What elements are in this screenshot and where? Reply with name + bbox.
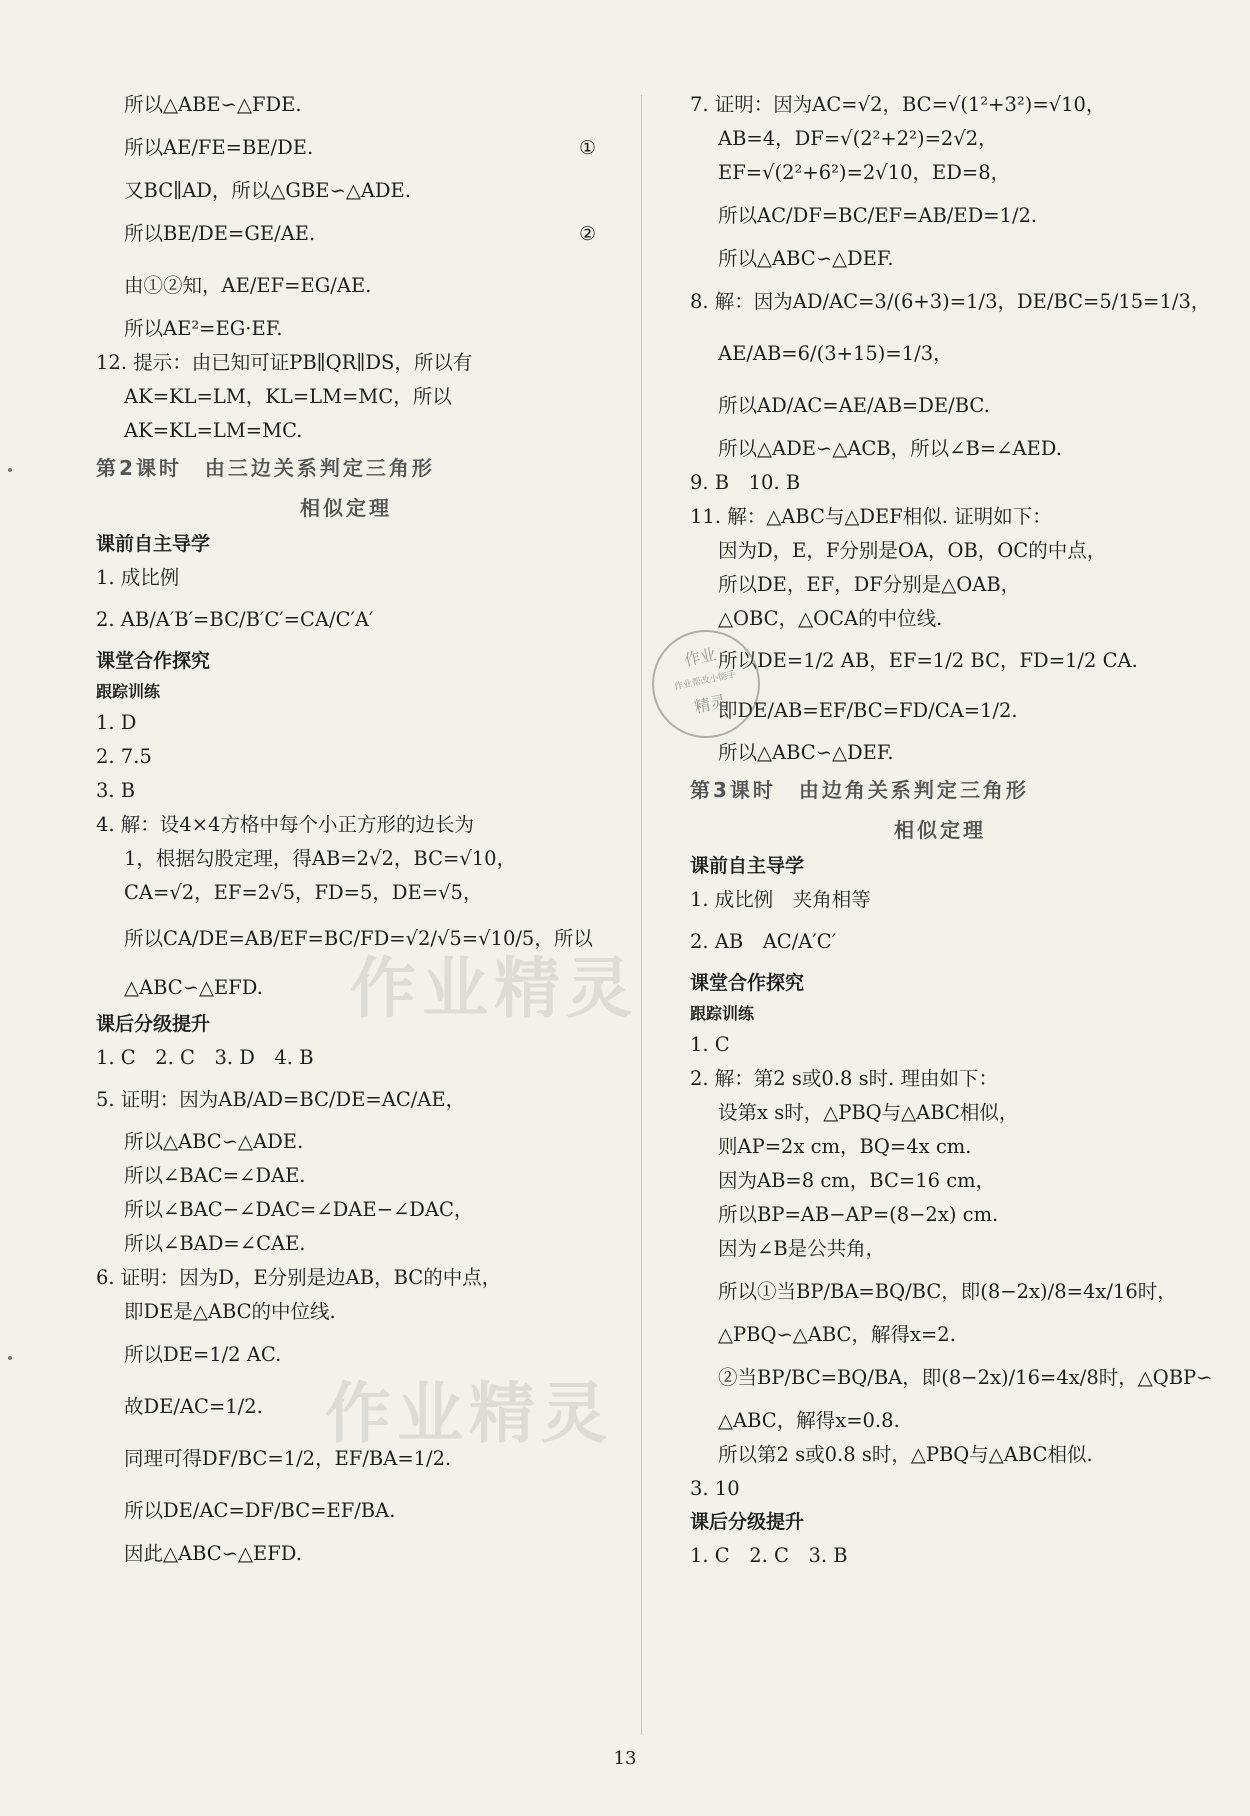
text-line: 所以第2 s或0.8 s时，△PBQ与△ABC相似. — [718, 1443, 1093, 1466]
answer-line: 2. 7.5 — [96, 745, 152, 768]
text-line: 所以DE，EF，DF分别是△OAB， — [718, 573, 1021, 596]
text-line: 所以AC/DF=BC/EF=AB/ED=1/2. — [718, 204, 1038, 227]
text-line: AK=KL=LM=MC. — [124, 419, 303, 442]
stamp-seal: 作业 作业帮改小能手 精灵 — [642, 620, 770, 748]
text-line: AK=KL=LM，KL=LM=MC，所以 — [124, 385, 452, 408]
text-line: △OBC，△OCA的中位线. — [718, 607, 943, 630]
text-line: 所以△ABC∽△DEF. — [718, 247, 894, 270]
text-line: 1，根据勾股定理，得AB=2√2，BC=√10， — [124, 847, 517, 870]
text-line: 同理可得DF/BC=1/2，EF/BA=1/2. — [124, 1447, 452, 1470]
subsection-heading: 跟踪训练 — [96, 682, 161, 701]
text-line: △ABC∽△EFD. — [124, 976, 263, 999]
text-line: 因为D，E，F分别是OA，OB，OC的中点， — [718, 539, 1107, 562]
text-line: 因为∠B是公共角， — [718, 1237, 886, 1260]
answer-line: 2. AB/A′B′=BC/B′C′=CA/C′A′ — [96, 608, 374, 631]
section-heading: 课前自主导学 — [96, 533, 211, 555]
text-line: 所以①当BP/BA=BQ/BC，即(8−2x)/8=4x/16时， — [718, 1280, 1177, 1303]
text-line: 所以∠BAC=∠DAE. — [124, 1164, 306, 1187]
watermark: 作业精灵 — [350, 950, 638, 1027]
question-7: 7. 证明：因为AC=√2，BC=√(1²+3²)=√10， — [690, 93, 1106, 116]
text-line: 即DE是△ABC的中位线. — [124, 1300, 336, 1323]
text-line: ① 所以AE/FE=BE/DE. — [96, 122, 596, 174]
question-12: 12. 提示：由已知可证PB∥QR∥DS，所以有 — [96, 351, 473, 374]
answer-line: 3. B — [96, 779, 136, 802]
question-8: 8. 解：因为AD/AC=3/(6+3)=1/3，DE/BC=5/15=1/3， — [690, 290, 1211, 313]
text-line: ②当BP/BC=BQ/BA，即(8−2x)/16=4x/8时，△QBP∽ — [718, 1366, 1213, 1389]
section-heading: 课后分级提升 — [96, 1013, 211, 1035]
text-line: ② 所以BE/DE=GE/AE. — [96, 208, 596, 260]
subsection-heading: 跟踪训练 — [690, 1004, 755, 1023]
left-column — [96, 88, 596, 1571]
text-line: EF=√(2²+6²)=2√10，ED=8， — [718, 161, 1011, 184]
scan-speck — [8, 468, 12, 472]
text-line: 所以AD/AC=AE/AB=DE/BC. — [718, 394, 990, 417]
lesson-3-subtitle: 相似定理 — [894, 818, 986, 842]
text-line: 设第x s时，△PBQ与△ABC相似， — [718, 1101, 1019, 1124]
circle-two-marker: ② — [578, 223, 596, 245]
answer-line: 2. AB AC/A′C′ — [690, 930, 837, 953]
text-line: 所以CA/DE=AB/EF=BC/FD=√2/√5=√10/5，所以 — [124, 927, 593, 950]
text-line: 所以AE²=EG·EF. — [124, 317, 283, 340]
text-line: 所以△ABC∽△DEF. — [718, 741, 894, 764]
text-line: 所以∠BAC−∠DAC=∠DAE−∠DAC， — [124, 1198, 474, 1221]
answer-line: 1. C 2. C 3. B — [690, 1544, 848, 1567]
section-heading: 课堂合作探究 — [96, 650, 211, 672]
circle-one-marker: ① — [578, 137, 596, 159]
text-line: CA=√2，EF=2√5，FD=5，DE=√5， — [124, 881, 483, 904]
answer-line: 1. 成比例 夹角相等 — [690, 888, 871, 911]
text-line: AE/AB=6/(3+15)=1/3， — [718, 342, 953, 365]
answer-line: 1. C 2. C 3. D 4. B — [96, 1046, 314, 1069]
scan-speck — [8, 1356, 12, 1360]
answer-line: 1. 成比例 — [96, 566, 180, 589]
text-line: AB=4，DF=√(2²+2²)=2√2， — [718, 127, 998, 150]
section-heading: 课前自主导学 — [690, 855, 805, 877]
answer-line: 1. D — [96, 711, 137, 734]
text-line: 所以∠BAD=∠CAE. — [124, 1232, 306, 1255]
section-heading: 课后分级提升 — [690, 1511, 805, 1533]
text-line: 所以△ABC∽△ADE. — [124, 1130, 304, 1153]
text-line: △PBQ∽△ABC，解得x=2. — [718, 1323, 956, 1346]
column-divider — [641, 95, 642, 1735]
lesson-2-title: 第2课时 由三边关系判定三角形 — [96, 456, 435, 480]
question-5: 5. 证明：因为AB/AD=BC/DE=AC/AE， — [96, 1088, 466, 1111]
text-line: 所以DE=1/2 AB，EF=1/2 BC，FD=1/2 CA. — [718, 649, 1138, 672]
text-line: 因此△ABC∽△EFD. — [124, 1542, 302, 1565]
text-line: 所以BP=AB−AP=(8−2x) cm. — [718, 1203, 999, 1226]
text-line: 故DE/AC=1/2. — [124, 1395, 263, 1418]
answer-line: 9. B 10. B — [690, 471, 801, 494]
question-2: 2. 解：第2 s或0.8 s时. 理由如下： — [690, 1067, 999, 1090]
page-number: 13 — [613, 1748, 637, 1769]
answer-line: 3. 10 — [690, 1477, 740, 1500]
lesson-2-subtitle: 相似定理 — [300, 496, 392, 520]
text-line: 所以△ABE∽△FDE. — [124, 93, 302, 116]
question-6: 6. 证明：因为D，E分别是边AB，BC的中点， — [96, 1266, 502, 1289]
text-line: 则AP=2x cm，BQ=4x cm. — [718, 1135, 972, 1158]
watermark: 作业精灵 — [325, 1375, 613, 1452]
answer-line: 1. C — [690, 1033, 730, 1056]
text-line: 又BC∥AD，所以△GBE∽△ADE. — [124, 179, 411, 202]
text-line: △ABC，解得x=0.8. — [718, 1409, 900, 1432]
question-4: 4. 解：设4×4方格中每个小正方形的边长为 — [96, 813, 474, 836]
section-heading: 课堂合作探究 — [690, 972, 805, 994]
text-line: 所以DE/AC=DF/BC=EF/BA. — [124, 1499, 396, 1522]
right-column — [690, 88, 1213, 1573]
text-line: 因为AB=8 cm，BC=16 cm， — [718, 1169, 996, 1192]
question-11: 11. 解：△ABC与△DEF相似. 证明如下： — [690, 505, 1052, 528]
text-line: 所以DE=1/2 AC. — [124, 1343, 282, 1366]
text-line: 所以△ADE∽△ACB，所以∠B=∠AED. — [718, 437, 1062, 460]
text-line: 即DE/AB=EF/BC=FD/CA=1/2. — [718, 699, 1018, 722]
text-line: 由①②知，AE/EF=EG/AE. — [124, 274, 372, 297]
lesson-3-title: 第3课时 由边角关系判定三角形 — [690, 778, 1029, 802]
